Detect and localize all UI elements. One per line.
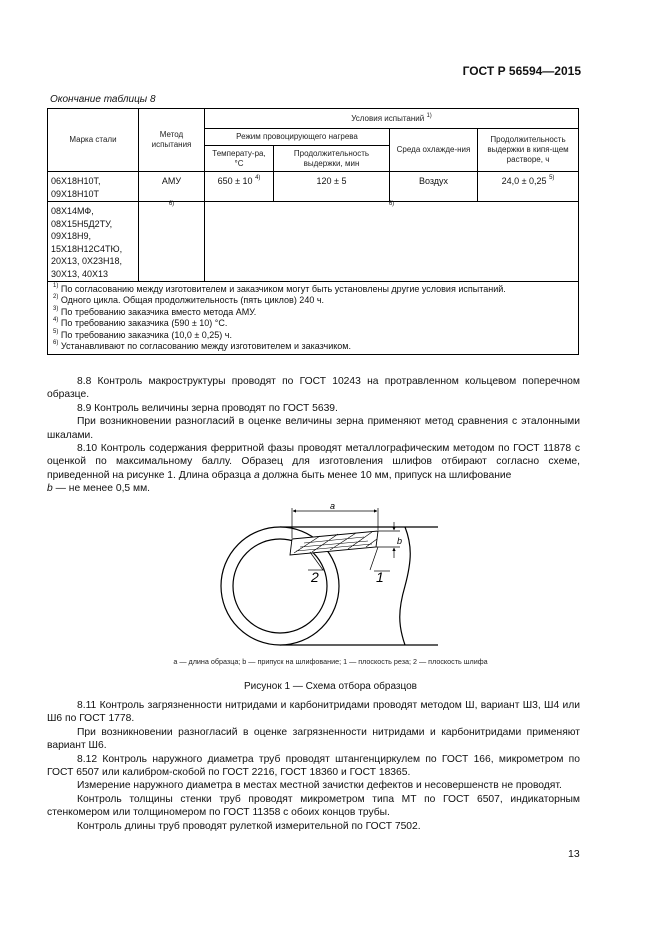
cell-method: АМУ bbox=[139, 172, 205, 202]
table-footnotes bbox=[48, 282, 579, 355]
steel-grade: 30Х13, 40Х13 bbox=[51, 268, 109, 279]
steel-grade: 09Х18Н10Т bbox=[51, 188, 100, 199]
body-text-lower bbox=[47, 699, 580, 833]
header-cooling: Среда охлажде-ния bbox=[390, 129, 478, 172]
paragraph-8-12c: Контроль толщины стенки труб проводят микрометром типа МТ по ГОСТ 6507, индикаторным стенкомером или толщиномером по ГОСТ 11358 с обоих концов трубы. bbox=[47, 793, 580, 819]
header-boil-duration: Продолжительность выдержки в кипя-щем растворе, ч bbox=[478, 129, 579, 172]
footnote: $^{3)}$ По требованию заказчика вместо метода АМУ. bbox=[53, 305, 257, 317]
header-conditions bbox=[205, 109, 579, 129]
paragraph-8-11: 8.11 Контроль загрязненности нитридами и карбонитридами проводят методом Ш, вариант Ш3, Ш4 или Ш6 по ГОСТ 1778. bbox=[47, 700, 580, 725]
header-conditions-ref: 1) bbox=[426, 112, 432, 119]
footnote: $^{4)}$ По требованию заказчика (590 ± 10) °С. bbox=[53, 317, 228, 329]
cell-steel bbox=[48, 172, 139, 202]
leader-1 bbox=[370, 547, 378, 570]
paragraph-8-9: 8.9 Контроль величины зерна проводят по ГОСТ 5639. bbox=[77, 402, 338, 414]
paragraph-8-11b: При возникновении разногласий в оценке загрязненности нитридами и карбонитридами применяют вариант Ш6. bbox=[47, 726, 580, 752]
cell-duration: 120 ± 5 bbox=[274, 172, 390, 202]
cell-conditions bbox=[205, 202, 579, 282]
cell-method bbox=[139, 202, 205, 282]
conditions-ref: 6) bbox=[388, 201, 395, 207]
figure-legend: a — длина образца; b — припуск на шлифование; 1 — плоскость реза; 2 — плоскость шлифа bbox=[173, 657, 488, 666]
steel-grade: 15Х18Н12С4ТЮ, bbox=[51, 243, 123, 254]
header-temperature: Температу-ра, °С bbox=[205, 146, 274, 172]
header-duration: Продолжительность выдержки, мин bbox=[274, 146, 390, 172]
paragraph-8-8: 8.8 Контроль макроструктуры проводят по ГОСТ 10243 на протравленном кольцевом поперечном образце. bbox=[47, 376, 580, 401]
paragraph-8-12d: Контроль длины труб проводят рулеткой измерительной по ГОСТ 7502. bbox=[77, 820, 421, 832]
page-number: 13 bbox=[568, 848, 580, 860]
cell-cooling: Воздух bbox=[390, 172, 478, 202]
cell-temperature bbox=[205, 172, 274, 202]
steel-grade: 20Х13, 0Х23Н18, bbox=[51, 256, 123, 266]
paragraph-8-12: 8.12 Контроль наружного диаметра труб проводят штангенциркулем по ГОСТ 166, микрометром по ГОСТ 6507 или калибром-скобой по ГОСТ 2216, ГОСТ 18360 и ГОСТ 18365. bbox=[47, 753, 580, 779]
temperature-ref: 4) bbox=[255, 175, 261, 181]
label-b: b bbox=[397, 536, 403, 546]
method-ref: 6) bbox=[168, 201, 175, 207]
table-row bbox=[48, 202, 579, 282]
header-method: Метод испытания bbox=[139, 109, 205, 172]
table-8 bbox=[47, 108, 579, 355]
footnote: $^{6)}$ Устанавливают по согласованию между изготовителем и заказчиком. bbox=[53, 340, 351, 352]
table-caption: Окончание таблицы 8 bbox=[50, 94, 156, 105]
steel-grade: 09Х18Н9, bbox=[51, 231, 92, 241]
label-a: a bbox=[330, 501, 336, 511]
steel-grade: 06Х18Н10Т, bbox=[51, 176, 101, 186]
boil-value: 24,0 ± 0,25 bbox=[501, 176, 547, 186]
boil-ref: 5) bbox=[549, 175, 555, 181]
sampling-scheme-figure bbox=[200, 500, 440, 650]
header-conditions-label: Условия испытаний bbox=[351, 113, 425, 123]
header-steel: Марка стали bbox=[48, 109, 139, 172]
paragraph-8-12b: Измерение наружного диаметра в местах местной зачистки дефектов и несовершенств не проводят. bbox=[77, 780, 562, 792]
footnote: $^{1)}$ По согласованию между изготовителем и заказчиком могут быть установлены другие условия испытаний. bbox=[53, 283, 506, 294]
paragraph-8-9b: При возникновении разногласий в оценке величины зерна применяют метод сравнения с эталонными шкалами. bbox=[47, 416, 580, 441]
label-2: 2 bbox=[311, 569, 319, 585]
steel-grade: 08Х15Н5Д2ТУ, bbox=[51, 218, 113, 229]
header-heating: Режим провоцирующего нагрева bbox=[205, 129, 390, 146]
body-text-upper bbox=[47, 375, 580, 496]
table-row bbox=[48, 172, 579, 202]
footnote: $^{2)}$ Одного цикла. Общая продолжительность (пять циклов) 240 ч. bbox=[53, 294, 325, 306]
figure-title: Рисунок 1 — Схема отбора образцов bbox=[244, 681, 417, 692]
paragraph-8-10: 8.10 Контроль содержания ферритной фазы проводят металлографическим методом по ГОСТ 11878 с оценкой по максимальному баллу. Образец для изготовления шлифов отбирают согласно схеме, приведенной на рисунке 1. Длина образца a должна быть менее 10 мм, припуск на шлифование b — не менее 0,5 мм. bbox=[47, 443, 580, 495]
temperature-value: 650 ± 10 bbox=[217, 176, 253, 186]
steel-grade: 08Х14МФ, bbox=[51, 206, 94, 216]
cell-boil bbox=[478, 172, 579, 202]
label-1: 1 bbox=[376, 569, 384, 585]
standard-header: ГОСТ Р 56594—2015 bbox=[462, 64, 581, 78]
footnote: $^{5)}$ По требованию заказчика (10,0 ± 0,25) ч. bbox=[53, 328, 232, 340]
cell-steel bbox=[48, 202, 139, 282]
